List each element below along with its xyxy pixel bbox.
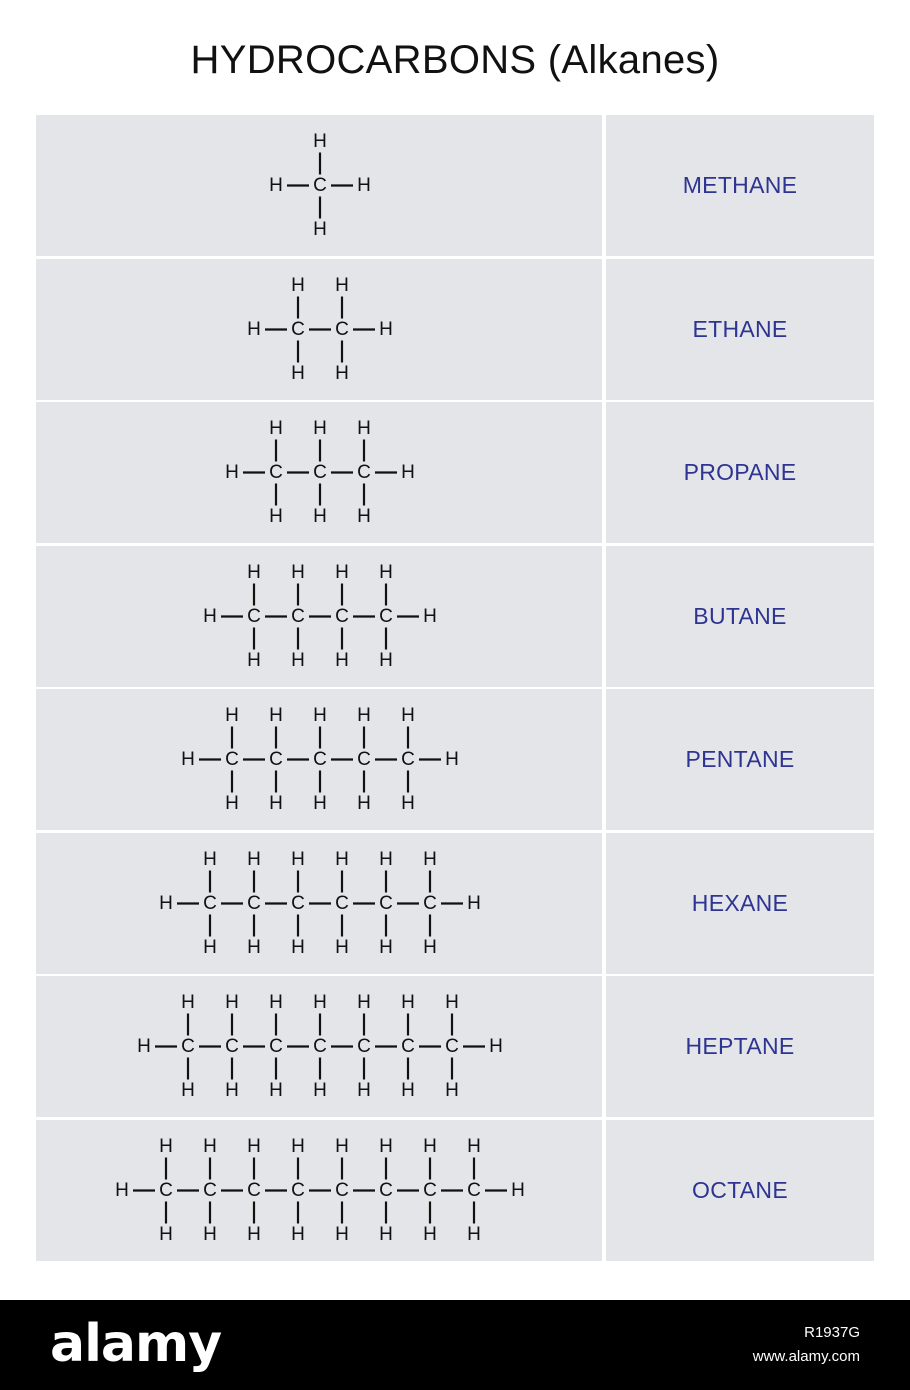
carbon-atom: C bbox=[247, 892, 261, 914]
hydrogen-atom: H bbox=[247, 848, 261, 870]
structural-formula bbox=[36, 976, 602, 1117]
structural-formula bbox=[36, 259, 602, 400]
alkane-name: OCTANE bbox=[606, 1120, 874, 1261]
hydrogen-atom: H bbox=[225, 793, 239, 814]
hydrogen-atom: H bbox=[357, 705, 371, 726]
hydrogen-atom: H bbox=[335, 274, 349, 296]
structure-cell bbox=[36, 689, 602, 830]
structural-formula bbox=[36, 689, 602, 830]
hydrogen-atom: H bbox=[357, 992, 371, 1013]
carbon-atom: C bbox=[379, 892, 393, 914]
hydrogen-atom: H bbox=[159, 892, 173, 914]
hydrogen-atom: H bbox=[335, 936, 349, 958]
carbon-atom: C bbox=[291, 1179, 305, 1201]
hydrogen-atom: H bbox=[313, 1080, 327, 1101]
carbon-atom: C bbox=[445, 1036, 459, 1057]
hydrogen-atom: H bbox=[357, 175, 371, 196]
hydrogen-atom: H bbox=[291, 936, 305, 958]
carbon-atom: C bbox=[313, 175, 327, 196]
structure-cell bbox=[36, 115, 602, 256]
hydrogen-atom: H bbox=[291, 274, 305, 296]
hydrogen-atom: H bbox=[379, 1135, 393, 1157]
hydrogen-atom: H bbox=[313, 131, 327, 152]
alkanes-table bbox=[36, 115, 874, 1263]
hydrogen-atom: H bbox=[203, 936, 217, 958]
hydrogen-atom: H bbox=[335, 848, 349, 870]
hydrogen-atom: H bbox=[423, 1135, 437, 1157]
hydrogen-atom: H bbox=[401, 462, 415, 483]
carbon-atom: C bbox=[467, 1179, 481, 1201]
carbon-atom: C bbox=[335, 605, 349, 627]
site-url: www.alamy.com bbox=[752, 1348, 860, 1365]
hydrogen-atom: H bbox=[203, 1223, 217, 1245]
hydrogen-atom: H bbox=[423, 605, 437, 627]
hydrogen-atom: H bbox=[269, 705, 283, 726]
hydrogen-atom: H bbox=[291, 362, 305, 384]
hydrogen-atom: H bbox=[357, 506, 371, 527]
carbon-atom: C bbox=[203, 892, 217, 914]
hydrogen-atom: H bbox=[247, 561, 261, 583]
hydrogen-atom: H bbox=[401, 793, 415, 814]
hydrogen-atom: H bbox=[247, 1223, 261, 1245]
carbon-atom: C bbox=[269, 1036, 283, 1057]
structural-formula bbox=[36, 115, 602, 256]
page-title: HYDROCARBONS (Alkanes) bbox=[190, 38, 720, 82]
structure-cell bbox=[36, 402, 602, 543]
hydrogen-atom: H bbox=[225, 705, 239, 726]
hydrogen-atom: H bbox=[225, 462, 239, 483]
hydrogen-atom: H bbox=[467, 892, 481, 914]
hydrogen-atom: H bbox=[445, 1080, 459, 1101]
structure-cell bbox=[36, 976, 602, 1117]
hydrogen-atom: H bbox=[159, 1223, 173, 1245]
structural-formula bbox=[36, 402, 602, 543]
carbon-atom: C bbox=[423, 892, 437, 914]
carbon-atom: C bbox=[181, 1036, 195, 1057]
carbon-atom: C bbox=[379, 605, 393, 627]
hydrogen-atom: H bbox=[467, 1135, 481, 1157]
hydrogen-atom: H bbox=[335, 649, 349, 671]
hydrogen-atom: H bbox=[181, 749, 195, 770]
hydrogen-atom: H bbox=[313, 219, 327, 240]
hydrogen-atom: H bbox=[357, 793, 371, 814]
hydrogen-atom: H bbox=[291, 848, 305, 870]
hydrogen-atom: H bbox=[115, 1179, 129, 1201]
carbon-atom: C bbox=[401, 1036, 415, 1057]
hydrogen-atom: H bbox=[181, 1080, 195, 1101]
structure-cell bbox=[36, 259, 602, 400]
alkane-name: BUTANE bbox=[606, 546, 874, 687]
hydrogen-atom: H bbox=[401, 705, 415, 726]
hydrogen-atom: H bbox=[379, 1223, 393, 1245]
hydrogen-atom: H bbox=[181, 992, 195, 1013]
carbon-atom: C bbox=[291, 318, 305, 340]
hydrogen-atom: H bbox=[291, 1223, 305, 1245]
hydrogen-atom: H bbox=[423, 936, 437, 958]
hydrogen-atom: H bbox=[335, 362, 349, 384]
structure-cell bbox=[36, 546, 602, 687]
hydrogen-atom: H bbox=[511, 1179, 525, 1201]
structural-formula bbox=[36, 833, 602, 974]
hydrogen-atom: H bbox=[225, 992, 239, 1013]
hydrogen-atom: H bbox=[313, 793, 327, 814]
carbon-atom: C bbox=[269, 462, 283, 483]
hydrogen-atom: H bbox=[489, 1036, 503, 1057]
carbon-atom: C bbox=[225, 749, 239, 770]
hydrogen-atom: H bbox=[379, 649, 393, 671]
carbon-atom: C bbox=[203, 1179, 217, 1201]
carbon-atom: C bbox=[335, 892, 349, 914]
hydrogen-atom: H bbox=[379, 936, 393, 958]
carbon-atom: C bbox=[291, 605, 305, 627]
hydrogen-atom: H bbox=[313, 705, 327, 726]
hydrogen-atom: H bbox=[379, 318, 393, 340]
structure-cell bbox=[36, 1120, 602, 1261]
hydrogen-atom: H bbox=[247, 649, 261, 671]
alkane-name: METHANE bbox=[606, 115, 874, 256]
structural-formula bbox=[36, 546, 602, 687]
hydrogen-atom: H bbox=[247, 318, 261, 340]
carbon-atom: C bbox=[313, 749, 327, 770]
footer-bar bbox=[0, 1300, 910, 1390]
carbon-atom: C bbox=[313, 1036, 327, 1057]
structure-cell bbox=[36, 833, 602, 974]
carbon-atom: C bbox=[225, 1036, 239, 1057]
carbon-atom: C bbox=[291, 892, 305, 914]
carbon-atom: C bbox=[335, 1179, 349, 1201]
carbon-atom: C bbox=[357, 1036, 371, 1057]
carbon-atom: C bbox=[335, 318, 349, 340]
hydrogen-atom: H bbox=[379, 848, 393, 870]
carbon-atom: C bbox=[379, 1179, 393, 1201]
hydrogen-atom: H bbox=[313, 418, 327, 439]
alkane-name: ETHANE bbox=[606, 259, 874, 400]
hydrogen-atom: H bbox=[269, 793, 283, 814]
hydrogen-atom: H bbox=[423, 1223, 437, 1245]
carbon-atom: C bbox=[423, 1179, 437, 1201]
hydrogen-atom: H bbox=[269, 175, 283, 196]
hydrogen-atom: H bbox=[291, 1135, 305, 1157]
hydrogen-atom: H bbox=[269, 418, 283, 439]
hydrogen-atom: H bbox=[335, 561, 349, 583]
hydrogen-atom: H bbox=[203, 848, 217, 870]
hydrogen-atom: H bbox=[159, 1135, 173, 1157]
hydrogen-atom: H bbox=[335, 1135, 349, 1157]
alkane-name: PENTANE bbox=[606, 689, 874, 830]
hydrogen-atom: H bbox=[357, 1080, 371, 1101]
hydrogen-atom: H bbox=[291, 561, 305, 583]
hydrogen-atom: H bbox=[269, 1080, 283, 1101]
hydrogen-atom: H bbox=[269, 506, 283, 527]
hydrogen-atom: H bbox=[313, 506, 327, 527]
brand-logo: alamy bbox=[50, 1314, 222, 1374]
image-id: R1937G bbox=[804, 1324, 860, 1341]
hydrogen-atom: H bbox=[401, 992, 415, 1013]
alkane-name: PROPANE bbox=[606, 402, 874, 543]
hydrogen-atom: H bbox=[203, 605, 217, 627]
hydrogen-atom: H bbox=[467, 1223, 481, 1245]
alkane-name: HEXANE bbox=[606, 833, 874, 974]
hydrogen-atom: H bbox=[379, 561, 393, 583]
hydrogen-atom: H bbox=[291, 649, 305, 671]
carbon-atom: C bbox=[313, 462, 327, 483]
hydrogen-atom: H bbox=[445, 992, 459, 1013]
carbon-atom: C bbox=[357, 462, 371, 483]
hydrogen-atom: H bbox=[313, 992, 327, 1013]
hydrogen-atom: H bbox=[137, 1036, 151, 1057]
structural-formula bbox=[36, 1120, 602, 1261]
hydrogen-atom: H bbox=[225, 1080, 239, 1101]
carbon-atom: C bbox=[247, 605, 261, 627]
hydrogen-atom: H bbox=[203, 1135, 217, 1157]
carbon-atom: C bbox=[247, 1179, 261, 1201]
hydrogen-atom: H bbox=[423, 848, 437, 870]
hydrogen-atom: H bbox=[357, 418, 371, 439]
carbon-atom: C bbox=[269, 749, 283, 770]
carbon-atom: C bbox=[357, 749, 371, 770]
hydrogen-atom: H bbox=[335, 1223, 349, 1245]
hydrogen-atom: H bbox=[247, 1135, 261, 1157]
hydrogen-atom: H bbox=[445, 749, 459, 770]
alkane-name: HEPTANE bbox=[606, 976, 874, 1117]
hydrogen-atom: H bbox=[401, 1080, 415, 1101]
hydrogen-atom: H bbox=[247, 936, 261, 958]
carbon-atom: C bbox=[401, 749, 415, 770]
carbon-atom: C bbox=[159, 1179, 173, 1201]
hydrogen-atom: H bbox=[269, 992, 283, 1013]
